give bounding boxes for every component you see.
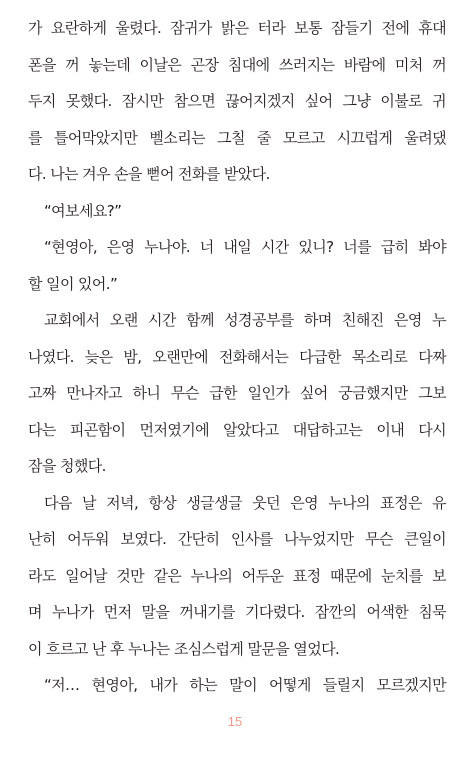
text-line: 다. 나는 겨우 손을 뻗어 전화를 받았다. <box>28 165 270 183</box>
text-line: 라도 일어날 것만 같은 누나의 어두운 표정 때문에 눈치를 보 <box>28 566 446 585</box>
text-line: 를 틀어막았지만 벨소리는 그칠 줄 모르고 시끄럽게 울려댔 <box>28 128 446 147</box>
text-line: 폰을 꺼 놓는데 이날은 곤장 침대에 쓰러지는 바람에 미처 꺼 <box>28 55 446 74</box>
paragraph-4 <box>28 302 446 485</box>
paragraph-1 <box>28 10 446 193</box>
text-line: “저… 현영아, 내가 하는 말이 어떻게 들릴지 모르겠지만 <box>44 676 446 694</box>
text-line: 가 요란하게 울렸다. 잠귀가 밝은 터라 보통 잠들기 전에 휴대 <box>28 19 446 37</box>
text-line: 나였다. 늦은 밤, 오랜만에 전화해서는 다급한 목소리로 다짜 <box>28 347 446 366</box>
text-line: 다음 날 저녁, 항상 생글생글 웃던 은영 누나의 표정은 유 <box>44 493 446 512</box>
paragraph-3 <box>28 229 446 302</box>
text-line: 교회에서 오랜 시간 함께 성경공부를 하며 친해진 은영 누 <box>44 311 446 329</box>
text-line: 다는 피곤함이 먼저였기에 알았다고 대답하고는 이내 다시 <box>28 420 446 439</box>
text-line: “현영아, 은영 누나야. 너 내일 시간 있니? 너를 급히 봐야 <box>44 238 446 256</box>
text-line: 할 일이 있어.” <box>28 274 118 293</box>
text-line: 고짜 만나자고 하니 무슨 급한 일인가 싶어 궁금했지만 그보 <box>28 384 446 402</box>
text-line: “여보세요?” <box>44 201 122 220</box>
paragraph-2 <box>28 193 446 230</box>
paragraph-6 <box>28 667 446 704</box>
text-line: 이 흐르고 난 후 누나는 조심스럽게 말문을 열었다. <box>28 639 340 658</box>
text-line: 두지 못했다. 잠시만 참으면 끊어지겠지 싶어 그냥 이불로 귀 <box>28 92 446 110</box>
page-number: 15 <box>227 714 243 729</box>
text-line: 잠을 청했다. <box>28 457 106 475</box>
paragraph-5 <box>28 485 446 668</box>
text-line: 며 누나가 먼저 말을 꺼내기를 기다렸다. 잠깐의 어색한 침묵 <box>28 603 446 621</box>
body-text <box>28 10 446 704</box>
text-line: 난히 어두워 보였다. 간단히 인사를 나누었지만 무슨 큰일이 <box>28 530 446 548</box>
